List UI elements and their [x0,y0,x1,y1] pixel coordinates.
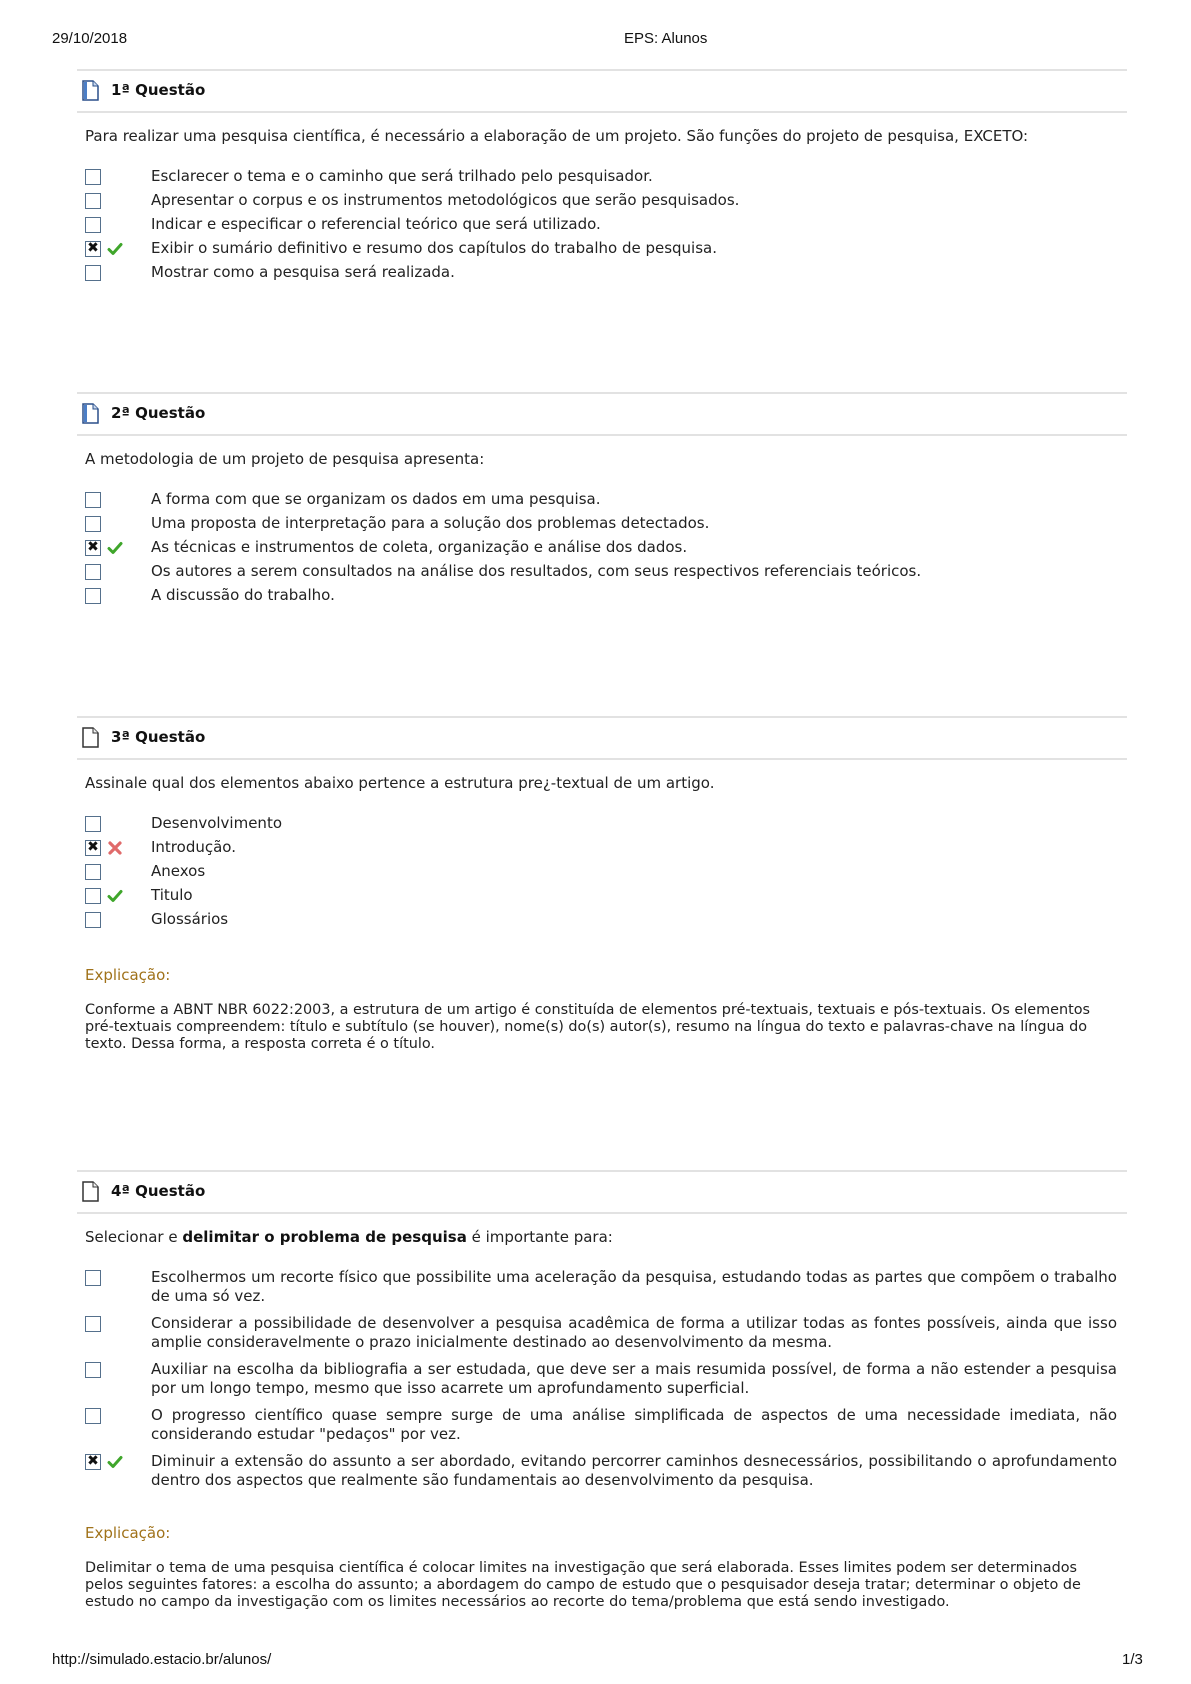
answer-option[interactable] [85,586,1127,605]
option-text: Indicar e especificar o referencial teórico que será utilizado. [151,215,601,233]
answer-option[interactable] [85,862,1127,881]
correct-check-icon [107,241,123,257]
option-markers [85,562,151,581]
option-markers [85,1406,151,1425]
option-checkbox[interactable]: ✖ [85,840,101,856]
question-title: 4ª Questão [111,1182,206,1200]
option-markers [85,239,151,258]
option-checkbox[interactable] [85,564,101,580]
option-text: A discussão do trabalho. [151,586,335,604]
option-text: Introdução. [151,838,236,856]
option-markers [85,1268,151,1287]
statement-text: é importante para: [466,1228,613,1246]
option-checkbox[interactable] [85,888,101,904]
question-header [77,716,1127,760]
option-checkbox[interactable] [85,217,101,233]
option-markers [85,490,151,509]
option-text: Glossários [151,910,229,928]
explanation-label: Explicação: [85,1524,171,1542]
option-checkbox[interactable]: ✖ [85,1454,101,1470]
answer-option[interactable] [85,814,1127,833]
option-markers [85,586,151,605]
option-checkbox[interactable] [85,816,101,832]
answer-option[interactable] [85,191,1127,210]
answer-option[interactable] [85,1314,1127,1352]
question-statement: A metodologia de um projeto de pesquisa apresenta: [85,450,485,468]
option-text: Esclarecer o tema e o caminho que será trilhado pelo pesquisador. [151,167,653,185]
question-statement: Para realizar uma pesquisa científica, é necessário a elaboração de um projeto. São funções do projeto de pesquisa, EXCETO: [85,127,1029,145]
page-number: 1/3 [1122,1651,1143,1668]
options-list [85,167,1127,282]
option-markers [85,814,151,833]
option-checkbox[interactable] [85,912,101,928]
question-1 [77,69,1127,287]
option-checkbox[interactable] [85,1270,101,1286]
document-icon [82,1181,99,1202]
correct-check-icon [107,540,123,556]
option-text: Desenvolvimento [151,814,283,832]
options-list [85,1268,1127,1490]
option-checkbox[interactable] [85,1316,101,1332]
question-header [77,392,1127,436]
question-title: 1ª Questão [111,81,206,99]
option-text: Apresentar o corpus e os instrumentos metodológicos que serão pesquisados. [151,191,740,209]
option-text: Exibir o sumário definitivo e resumo dos capítulos do trabalho de pesquisa. [151,239,718,257]
footer-url: http://simulado.estacio.br/alunos/ [52,1651,272,1668]
answer-option[interactable] [85,1406,1127,1444]
question-3 [77,716,1127,1053]
option-checkbox[interactable] [85,193,101,209]
answer-option[interactable] [85,1360,1127,1398]
question-statement: Assinale qual dos elementos abaixo pertence a estrutura pre¿-textual de um artigo. [85,774,715,792]
option-checkbox[interactable] [85,169,101,185]
option-text: Os autores a serem consultados na análise dos resultados, com seus respectivos referenciais teóricos. [151,562,922,580]
option-checkbox[interactable] [85,265,101,281]
explanation-text: Delimitar o tema de uma pesquisa científica é colocar limites na investigação que será elaborada. Esses limites podem ser determinados pelos seguintes fatores: a escolha do assunto; a abordagem do campo de estudo que o pesquisador deseja tratar; determinar o objeto de estudo no campo da investigação com os limites necessários ao recorte do tema/problema que está sendo investigado. [85,1560,1081,1610]
option-markers [85,538,151,557]
option-markers [85,514,151,533]
option-text: Uma proposta de interpretação para a solução dos problemas detectados. [151,514,710,532]
option-markers [85,263,151,282]
question-4 [77,1170,1127,1611]
option-checkbox[interactable] [85,516,101,532]
option-markers [85,1452,151,1471]
question-title: 2ª Questão [111,404,206,422]
option-markers [85,191,151,210]
option-text: Considerar a possibilidade de desenvolver a pesquisa acadêmica de forma a utilizar todas as fontes possíveis, ainda que isso amplie consideravelmente o prazo inicialmente destinado ao desenvolvimento da mesma. [151,1314,1117,1351]
option-checkbox[interactable] [85,588,101,604]
question-2 [77,392,1127,610]
answer-option[interactable] [85,886,1127,905]
question-header [77,1170,1127,1214]
document-icon [82,80,99,101]
option-text: O progresso científico quase sempre surge de uma análise simplificada de aspectos de uma necessidade imediata, não considerando estudar "pedaços" por vez. [151,1406,1117,1443]
page-title: EPS: Alunos [624,30,708,47]
answer-option[interactable] [85,263,1127,282]
wrong-x-icon [107,840,123,856]
option-checkbox[interactable] [85,1408,101,1424]
option-checkbox[interactable]: ✖ [85,241,101,257]
option-text: Mostrar como a pesquisa será realizada. [151,263,455,281]
document-icon [82,727,99,748]
option-text: A forma com que se organizam os dados em uma pesquisa. [151,490,601,508]
explanation-text: Conforme a ABNT NBR 6022:2003, a estrutura de um artigo é constituída de elementos pré-textuais, textuais e pós-textuais. Os elementos pré-textuais compreendem: título e subtítulo (se houver), nome(s) do(s) autor(s), resumo na língua do texto e palavras-chave na língua do texto. Dessa forma, a resposta correta é o título. [85,1002,1091,1052]
answer-option[interactable] [85,167,1127,186]
answer-option[interactable] [85,215,1127,234]
option-markers [85,838,151,857]
correct-check-icon [107,1454,123,1470]
statement-text: Selecionar e [85,1228,183,1246]
option-checkbox[interactable] [85,1362,101,1378]
answer-option[interactable] [85,562,1127,581]
option-markers [85,886,151,905]
explanation-label: Explicação: [85,966,171,984]
answer-option[interactable] [85,514,1127,533]
options-list [85,814,1127,929]
answer-option[interactable] [85,910,1127,929]
option-text: Auxiliar na escolha da bibliografia a ser estudada, que deve ser a mais resumida possível, de forma a não estender a pesquisa por um longo tempo, mesmo que isso acarrete um aprofundamento superficial. [151,1360,1117,1397]
correct-check-icon [107,888,123,904]
answer-option[interactable] [85,239,1127,258]
option-markers [85,167,151,186]
answer-option[interactable] [85,538,1127,557]
answer-option[interactable] [85,1452,1127,1490]
answer-option[interactable] [85,490,1127,509]
question-statement [85,1228,1127,1246]
option-text: Escolhermos um recorte físico que possibilite uma aceleração da pesquisa, estudando todas as partes que compõem o trabalho de uma só vez. [151,1268,1117,1305]
answer-option[interactable] [85,1268,1127,1306]
option-text: Diminuir a extensão do assunto a ser abordado, evitando percorrer caminhos desnecessários, possibilitando o aprofundamento dentro dos aspectos que realmente são fundamentais ao desenvolvimento da pesquisa. [151,1452,1117,1489]
print-date: 29/10/2018 [52,30,128,47]
option-checkbox[interactable] [85,864,101,880]
options-list [85,490,1127,605]
option-checkbox[interactable]: ✖ [85,540,101,556]
option-text: As técnicas e instrumentos de coleta, organização e análise dos dados. [151,538,688,556]
option-markers [85,1360,151,1379]
option-markers [85,215,151,234]
document-icon [82,403,99,424]
option-markers [85,862,151,881]
option-markers [85,910,151,929]
option-checkbox[interactable] [85,492,101,508]
statement-emphasis: delimitar o problema de pesquisa [182,1228,467,1246]
answer-option[interactable] [85,838,1127,857]
question-title: 3ª Questão [111,728,206,746]
question-header [77,69,1127,113]
option-markers [85,1314,151,1333]
option-text: Titulo [151,886,193,904]
option-text: Anexos [151,862,206,880]
